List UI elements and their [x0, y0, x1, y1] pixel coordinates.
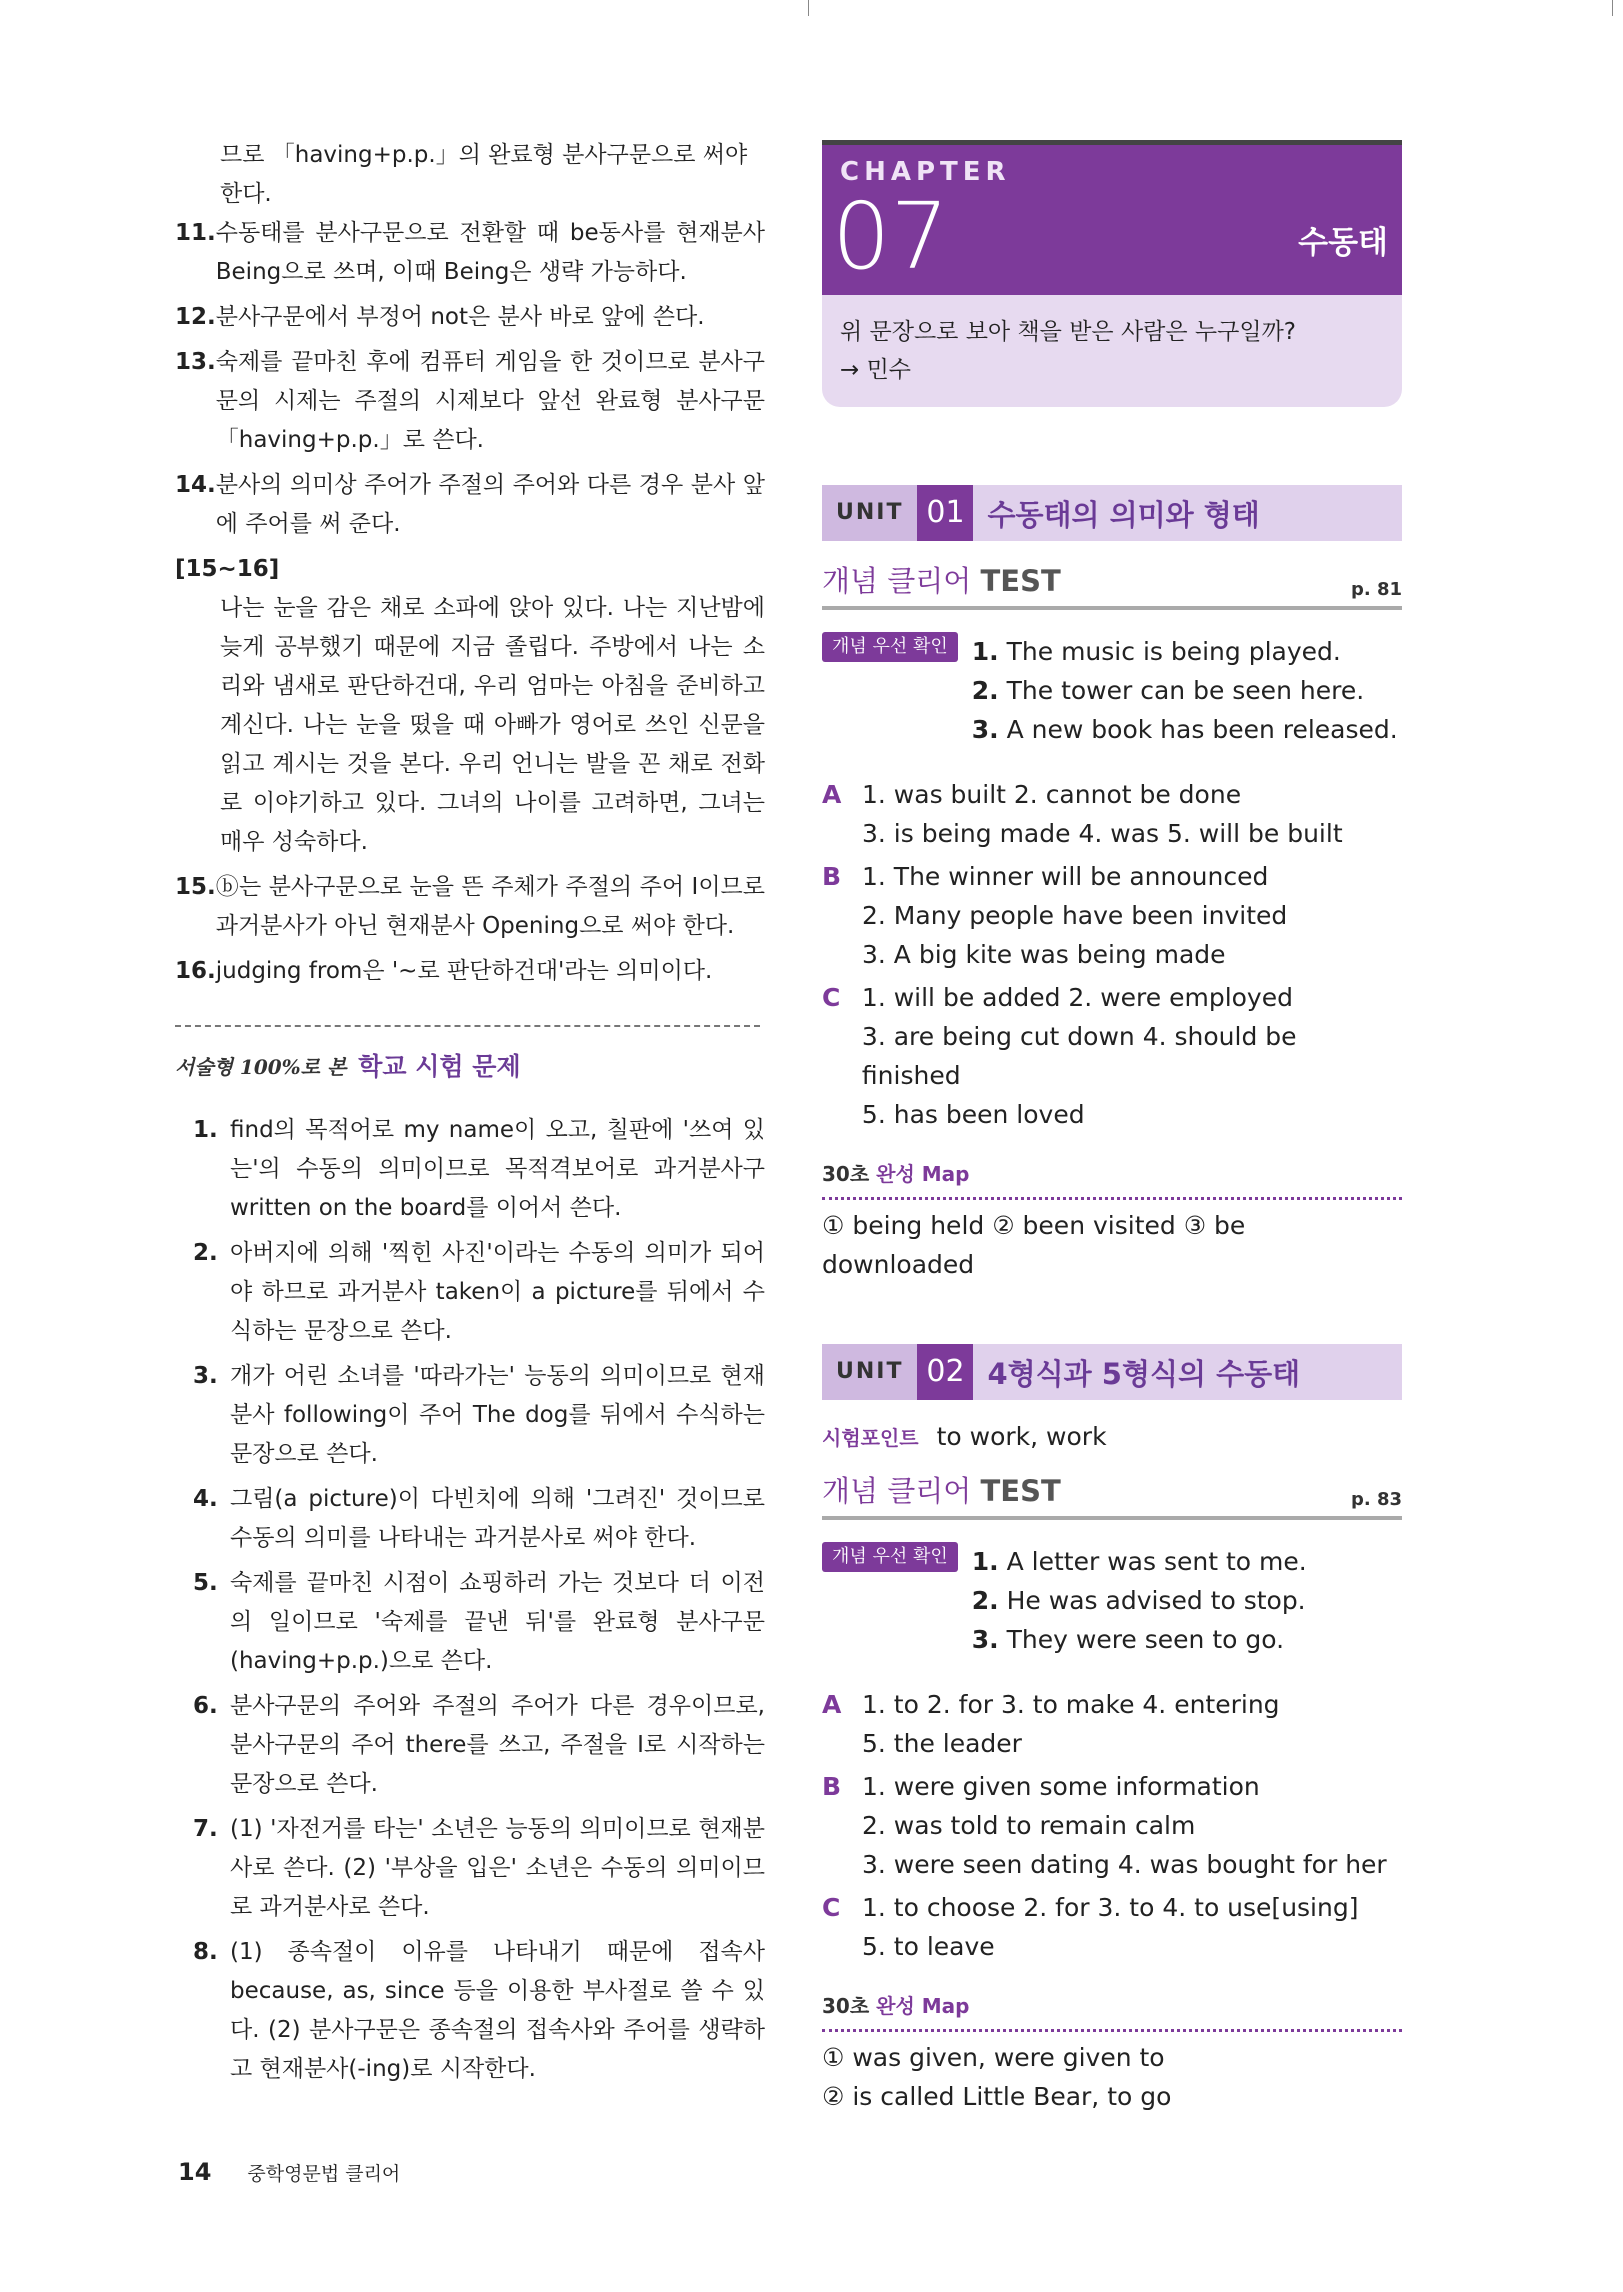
test-heading	[822, 1469, 1402, 1520]
check-number: 3.	[971, 715, 999, 744]
test-title-text: 개념 클리어	[822, 564, 981, 598]
explanation-item	[175, 343, 765, 460]
map-label-b: 완성	[876, 1994, 915, 2018]
item-text: 개가 어린 소녀를 '따라가는' 능동의 의미이므로 현재분사 following이 주어 The dog를 뒤에서 수식하는 문장으로 쓴다.	[230, 1363, 765, 1467]
item-text: 분사구문에서 부정어 not은 분사 바로 앞에 쓴다.	[215, 304, 705, 330]
check-badge: 개념 우선 확인	[822, 1542, 958, 1572]
check-badge: 개념 우선 확인	[822, 632, 958, 662]
check-text: The tower can be seen here.	[998, 676, 1365, 705]
answer-block	[822, 1767, 1402, 1884]
explanation-item	[193, 1234, 765, 1351]
test-title	[822, 1469, 1061, 1510]
exam-brand: 서술형 100%로 본	[175, 1054, 347, 1079]
exam-point	[822, 1422, 1402, 1451]
test-title-test: TEST	[980, 1474, 1061, 1508]
answer-letter: A	[822, 780, 842, 809]
answer-block	[822, 857, 1402, 974]
item-number: 15.	[175, 874, 216, 900]
map-line: ① was given, were given to	[822, 2043, 1165, 2072]
check-text: They were seen to go.	[998, 1625, 1285, 1654]
page-ref: p. 83	[1350, 1489, 1402, 1510]
answer-line: 1. were given some information	[862, 1772, 1260, 1801]
page-footer	[178, 2158, 400, 2186]
answer-lines	[862, 775, 1343, 853]
explanation-list	[175, 214, 765, 544]
check-number: 1.	[971, 1547, 999, 1576]
item-number: 3.	[193, 1363, 218, 1389]
answer-line: 1. will be added 2. were employed	[861, 983, 1293, 1012]
answer-block	[822, 1888, 1402, 1966]
unit-label: UNIT	[822, 1344, 917, 1400]
concept-check	[822, 632, 1402, 749]
answer-lines	[862, 857, 1287, 974]
chapter-question-box	[822, 295, 1402, 407]
exam-title: 학교 시험 문제	[358, 1052, 521, 1081]
answer-block	[822, 775, 1402, 853]
check-text: He was advised to stop.	[998, 1586, 1306, 1615]
test-title-text: 개념 클리어	[822, 1474, 981, 1508]
answer-section	[822, 1685, 1402, 1966]
item-number: 12.	[175, 304, 216, 330]
check-list	[972, 1542, 1307, 1659]
point-text: to work, work	[936, 1422, 1107, 1451]
check-item	[972, 1542, 1307, 1581]
unit-title: 4형식과 5형식의 수동태	[987, 1356, 1301, 1391]
map-label-b: 완성	[876, 1162, 915, 1186]
book-title: 중학영문법 클리어	[247, 2162, 401, 2185]
answer-line: 5. the leader	[862, 1729, 1022, 1758]
answer-letter: B	[822, 1772, 842, 1801]
answer-line: 3. is being made 4. was 5. will be built	[862, 819, 1343, 848]
item-number: 8.	[193, 1939, 218, 1965]
answer-line: 1. to 2. for 3. to make 4. entering	[862, 1690, 1280, 1719]
chapter-label: CHAPTER	[840, 157, 1011, 187]
check-number: 2.	[971, 676, 999, 705]
divider	[175, 1025, 760, 1027]
item-text: 분사의 의미상 주어가 주절의 주어와 다른 경우 분사 앞에 주어를 써 준다.	[215, 472, 765, 537]
answer-line: 1. to choose 2. for 3. to 4. to use[using]	[862, 1893, 1359, 1922]
explanation-item	[193, 1480, 765, 1558]
check-list	[972, 632, 1398, 749]
check-text: The music is being played.	[998, 637, 1341, 666]
answer-line: 2. was told to remain calm	[862, 1811, 1196, 1840]
answer-line: 1. The winner will be announced	[862, 862, 1269, 891]
explanation-item	[193, 1357, 765, 1474]
item-number: 14.	[175, 472, 216, 498]
test-heading	[822, 559, 1402, 610]
answer-letter: C	[822, 1893, 841, 1922]
map-answer: ① being held ② been visited ③ be downloaded	[822, 1211, 1246, 1279]
explanation-item	[175, 466, 765, 544]
answer-block	[822, 978, 1402, 1134]
item-text: 그림(a picture)이 다빈치에 의해 '그려진' 것이므로 수동의 의미를 나타내는 과거분사로 써야 한다.	[230, 1486, 765, 1551]
item-number: 5.	[193, 1570, 218, 1596]
item-text: (1) '자전거를 타는' 소년은 능동의 의미이므로 현재분사로 쓴다. (2) '부상을 입은' 소년은 수동의 의미이므로 과거분사로 쓴다.	[230, 1816, 765, 1920]
intro-line: 므로 「having+p.p.」의 완료형 분사구문으로 써야 한다.	[220, 142, 748, 207]
concept-check	[822, 1542, 1402, 1659]
exam-list	[175, 1111, 765, 2089]
answer-lines	[862, 1685, 1280, 1763]
map-answer	[822, 2038, 1402, 2116]
answer-letter: C	[822, 983, 841, 1012]
check-number: 3.	[971, 1625, 999, 1654]
explanation-item	[175, 298, 765, 337]
test-title-test: TEST	[980, 564, 1061, 598]
item-number: 1.	[193, 1117, 218, 1143]
explanation-item	[175, 868, 765, 946]
explanation-item	[175, 214, 765, 292]
map-heading	[822, 1990, 1402, 2032]
chapter-number: 07	[832, 183, 950, 290]
chapter-question: 위 문장으로 보아 책을 받은 사람은 누구일까?	[840, 319, 1296, 345]
answer-block	[822, 1685, 1402, 1763]
map-line: ② is called Little Bear, to go	[822, 2082, 1172, 2111]
item-text: 숙제를 끝마친 후에 컴퓨터 게임을 한 것이므로 분사구문의 시제는 주절의 시제보다 앞선 완료형 분사구문 「having+p.p.」로 쓴다.	[215, 349, 765, 453]
answer-line: 1. was built 2. cannot be done	[862, 780, 1242, 809]
item-text: 분사구문의 주어와 주절의 주어가 다른 경우이므로, 분사구문의 주어 there를 쓰고, 주절을 I로 시작하는 문장으로 쓴다.	[230, 1693, 765, 1797]
left-column	[175, 136, 765, 2095]
page-number: 14	[178, 2158, 212, 2186]
check-item	[972, 710, 1398, 749]
answer-line: 5. has been loved	[861, 1100, 1085, 1129]
answer-letter: B	[822, 862, 842, 891]
answer-line: 2. Many people have been invited	[862, 901, 1288, 930]
item-number: 16.	[175, 958, 216, 984]
explanation-item	[193, 1687, 765, 1804]
answer-line: 3. are being cut down 4. should be finished	[861, 1022, 1297, 1090]
check-item	[972, 632, 1398, 671]
explanation-item	[193, 1933, 765, 2089]
item-text: (1) 종속절이 이유를 나타내기 때문에 접속사 because, as, since 등을 이용한 부사절로 쓸 수 있다. (2) 분사구문은 종속절의 접속사와 주어를 생략하고 현재분사(-ing)로 시작한다.	[230, 1939, 765, 2082]
translation: 나는 눈을 감은 채로 소파에 앉아 있다. 나는 지난밤에 늦게 공부했기 때문에 지금 졸립다. 주방에서 나는 소리와 냄새로 판단하건대, 우리 엄마는 아침을 준비하고 계신다. 나는 눈을 떴을 때 아빠가 영어로 쓰인 신문을 읽고 계시는 것을 본다. 우리 언니는 발을 꼰 채로 전화로 이야기하고 있다. 그녀의 나이를 고려하면, 그녀는 매우 성숙하다.	[220, 595, 765, 855]
item-number: 4.	[193, 1486, 218, 1512]
chapter-answer: → 민수	[840, 357, 912, 383]
item-text: 아버지에 의해 '찍힌 사진'이라는 수동의 의미가 되어야 하므로 과거분사 taken이 a picture를 뒤에서 수식하는 문장으로 쓴다.	[230, 1240, 765, 1344]
explanation-item	[193, 1111, 765, 1228]
item-number: 11.	[175, 220, 216, 246]
answer-section	[822, 775, 1402, 1134]
check-item	[972, 671, 1398, 710]
range-label: [15~16]	[175, 556, 280, 582]
check-number: 2.	[971, 1586, 999, 1615]
check-text: A letter was sent to me.	[998, 1547, 1307, 1576]
answer-line: 3. were seen dating 4. was bought for her	[862, 1850, 1387, 1879]
item-text: 수동태를 분사구문으로 전환할 때 be동사를 현재분사 Being으로 쓰며, 이때 Being은 생략 가능하다.	[215, 220, 765, 285]
map-label-a: 30초	[822, 1162, 877, 1186]
unit-title: 수동태의 의미와 형태	[987, 497, 1260, 532]
crop-mark	[1612, 0, 1613, 16]
map-heading	[822, 1158, 1402, 1200]
unit-number: 02	[917, 1344, 973, 1400]
item-number: 13.	[175, 349, 216, 375]
item-text: ⓑ는 분사구문으로 눈을 뜬 주체가 주절의 주어 I이므로 과거분사가 아닌 현재분사 Opening으로 써야 한다.	[215, 874, 765, 939]
unit-number: 01	[917, 485, 973, 541]
answer-lines	[862, 1888, 1358, 1966]
explanation-item	[193, 1810, 765, 1927]
unit-02-bar	[822, 1344, 1402, 1400]
map-label-c: Map	[914, 1162, 970, 1186]
map-label-c: Map	[914, 1994, 970, 2018]
check-item	[972, 1581, 1307, 1620]
item-number: 7.	[193, 1816, 218, 1842]
exam-heading	[175, 1047, 765, 1083]
explanation-list-2	[175, 868, 765, 991]
unit-label: UNIT	[822, 485, 917, 541]
answer-line: 5. to leave	[862, 1932, 995, 1961]
right-column	[822, 140, 1402, 2116]
answer-line: 3. A big kite was being made	[862, 940, 1226, 969]
item-number: 2.	[193, 1240, 218, 1266]
item-text: find의 목적어로 my name이 오고, 칠판에 '쓰여 있는'의 수동의 의미이므로 목적격보어로 과거분사구 written on the board를 이어서 쓴다.	[230, 1117, 765, 1221]
item-text: judging from은 '~로 판단하건대'라는 의미이다.	[215, 958, 713, 984]
point-label: 시험포인트	[822, 1426, 919, 1450]
test-title	[822, 559, 1061, 600]
item-text: 숙제를 끝마친 시점이 쇼핑하러 가는 것보다 더 이전의 일이므로 '숙제를 끝낸 뒤'를 완료형 분사구문(having+p.p.)으로 쓴다.	[230, 1570, 765, 1674]
unit-01-bar	[822, 485, 1402, 541]
answer-lines	[862, 1767, 1387, 1884]
item-number: 6.	[193, 1693, 218, 1719]
explanation-item	[175, 952, 765, 991]
answer-letter: A	[822, 1690, 842, 1719]
check-number: 1.	[971, 637, 999, 666]
explanation-item	[193, 1564, 765, 1681]
answer-lines	[862, 978, 1402, 1134]
chapter-title: 수동태	[1298, 225, 1388, 261]
map-label-a: 30초	[822, 1994, 877, 2018]
check-item	[972, 1620, 1307, 1659]
chapter-banner	[822, 145, 1402, 295]
page-ref: p. 81	[1350, 579, 1402, 600]
crop-mark	[808, 0, 809, 16]
check-text: A new book has been released.	[998, 715, 1398, 744]
